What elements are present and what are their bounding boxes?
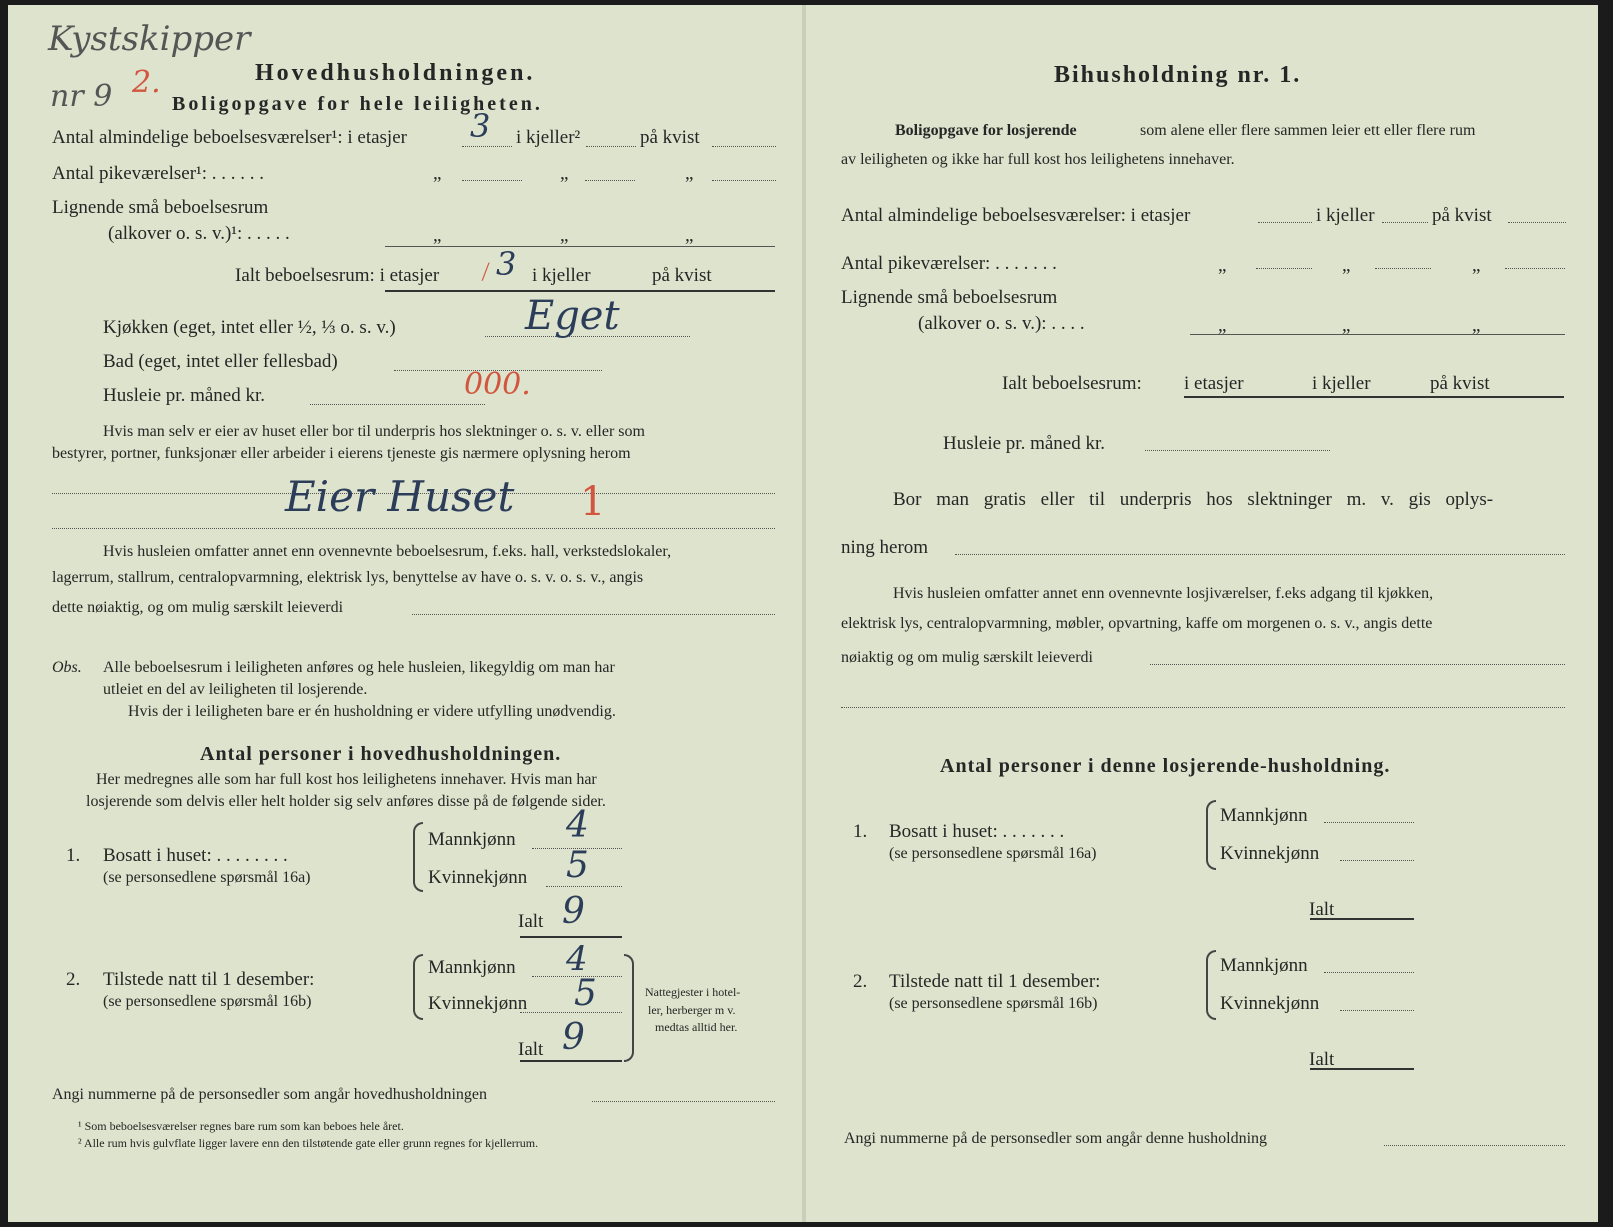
right-q1-ialt: Ialt xyxy=(1309,899,1335,920)
right-q1-brace xyxy=(1206,800,1216,870)
right-q2-mann: Mannkjønn xyxy=(1220,955,1308,976)
ditto-mark: „ xyxy=(685,163,694,184)
right-gratis-2: ning herom xyxy=(841,537,929,558)
extra-text-1: Hvis husleien omfatter annet enn ovennevnte beboelsesrum, f.eks. hall, verkstedslokaler, xyxy=(103,543,672,560)
right-alcoves-line xyxy=(1190,334,1565,335)
right-q1-kvinne-line xyxy=(1340,860,1414,861)
rooms-kvist-line xyxy=(712,146,776,147)
q2-mann-value: 4 xyxy=(566,939,588,979)
page-fold xyxy=(802,5,806,1222)
handwritten-household-number: 2. xyxy=(132,65,161,100)
right-gratis-1: Bor man gratis eller til underpris hos slektninger m. v. gis oplys- xyxy=(893,489,1494,510)
owner-line-2 xyxy=(52,528,775,529)
right-q2-ialt-line xyxy=(1310,1068,1414,1070)
q2-ialt-label: Ialt xyxy=(518,1039,544,1060)
right-q1-ialt-line xyxy=(1310,918,1414,920)
right-maid-line-2 xyxy=(1375,268,1431,269)
q1-label: Bosatt i huset: . . . . . . . . xyxy=(103,845,288,866)
rooms-kjeller-line xyxy=(586,146,636,147)
left-title: Hovedhusholdningen. xyxy=(255,60,536,86)
q2-ialt-value: 9 xyxy=(562,1017,585,1058)
q1-mann-value: 4 xyxy=(566,805,589,846)
right-rooms-kjeller: i kjeller xyxy=(1316,205,1375,226)
kitchen-value: Eget xyxy=(525,293,620,339)
right-rooms-etasjer-line xyxy=(1258,222,1312,223)
right-extra-3: nøiaktig og om mulig særskilt leieverdi xyxy=(841,649,1093,666)
right-q2-number: 2. xyxy=(853,971,868,992)
right-extra-line-1 xyxy=(1150,664,1565,665)
natt-note-3: medtas alltid her. xyxy=(655,1020,738,1034)
ditto-mark: „ xyxy=(1342,255,1351,276)
right-q1-subtext: (se personsedlene spørsmål 16a) xyxy=(889,845,1097,862)
handwritten-number: nr 9 xyxy=(50,79,113,114)
ditto-mark: „ xyxy=(1472,255,1481,276)
right-total-line xyxy=(1184,396,1564,398)
ditto-mark: „ xyxy=(1218,315,1227,336)
q1-kvinne-value: 5 xyxy=(566,845,589,886)
natt-note-1: Nattegjester i hotel- xyxy=(645,985,741,999)
right-total-kjeller: i kjeller xyxy=(1312,373,1371,394)
q1-kvinne-line xyxy=(546,886,622,887)
q1-subtext: (se personsedlene spørsmål 16a) xyxy=(103,869,311,886)
right-q2-ialt: Ialt xyxy=(1309,1049,1335,1070)
ditto-mark: „ xyxy=(1342,315,1351,336)
right-persons-title: Antal personer i denne losjerende-husholdning. xyxy=(940,755,1391,777)
owner-text-1: Hvis man selv er eier av huset eller bor til underpris hos slektninger o. s. v. eller som xyxy=(103,423,645,440)
left-angi-line xyxy=(592,1101,775,1102)
right-angi-text: Angi nummerne på de personsedler som angår denne husholdning xyxy=(844,1130,1268,1147)
natt-note-2: ler, herberger m v. xyxy=(648,1003,736,1017)
obs-text-1: Alle beboelsesrum i leiligheten anføres og hele husleien, likegyldig om man har xyxy=(103,659,615,676)
q1-kvinne-label: Kvinnekjønn xyxy=(428,867,528,888)
rent-value: 000. xyxy=(464,367,531,402)
alcoves-label: (alkover o. s. v.)¹: . . . . . xyxy=(108,223,290,244)
q1-ialt-label: Ialt xyxy=(518,911,544,932)
q2-kvinne-value: 5 xyxy=(574,973,597,1014)
left-subtitle: Boligopgave for hele leiligheten. xyxy=(172,93,543,115)
total-rooms-label: Ialt beboelsesrum: i etasjer xyxy=(235,265,440,286)
right-rent-label: Husleie pr. måned kr. xyxy=(943,433,1105,454)
right-title: Bihusholdning nr. 1. xyxy=(1054,62,1302,88)
footnote-2: ² Alle rum hvis gulvflate ligger lavere enn den tilstøtende gate eller grunn regnes for kjellerrum. xyxy=(78,1136,539,1150)
q1-ialt-line xyxy=(520,936,622,938)
right-gratis-line xyxy=(955,554,1565,555)
q2-subtext: (se personsedlene spørsmål 16b) xyxy=(103,993,312,1010)
extra-text-2: lagerrum, stallrum, centralopvarmning, elektrisk lys, benyttelse av have o. s. v. o. s. v., angis xyxy=(52,569,644,586)
footnote-1: ¹ Som beboelsesværelser regnes bare rum som kan beboes hele året. xyxy=(78,1119,404,1133)
right-total-etasjer: i etasjer xyxy=(1184,373,1244,394)
right-alcoves-label: (alkover o. s. v.): . . . . xyxy=(918,313,1085,334)
q2-kvinne-label: Kvinnekjønn xyxy=(428,993,528,1014)
owner-red-mark: 1 xyxy=(580,479,606,525)
obs-text-3: Hvis der i leiligheten bare er én husholdning er videre utfylling unødvendig. xyxy=(128,703,616,720)
rooms-kjeller-label: i kjeller² xyxy=(516,127,581,148)
right-q2-label: Tilstede natt til 1 desember: xyxy=(889,971,1101,992)
right-q1-number: 1. xyxy=(853,821,868,842)
total-rooms-value: 3 xyxy=(496,245,517,283)
right-rooms-label: Antal almindelige beboelsesværelser: i etasjer xyxy=(841,205,1191,226)
right-angi-line xyxy=(1384,1145,1565,1146)
total-kvist-label: på kvist xyxy=(652,265,712,286)
bath-label: Bad (eget, intet eller fellesbad) xyxy=(103,351,338,372)
right-q1-label: Bosatt i huset: . . . . . . . xyxy=(889,821,1065,842)
q2-kvinne-line xyxy=(520,1012,622,1013)
kitchen-label: Kjøkken (eget, intet eller ½, ⅓ o. s. v.) xyxy=(103,317,396,338)
alcoves-line xyxy=(385,246,775,247)
rooms-etasjer-line xyxy=(462,146,512,147)
maid-rooms-label: Antal pikeværelser¹: . . . . . . xyxy=(52,163,265,184)
extra-text-3: dette nøiaktig, og om mulig særskilt leieverdi xyxy=(52,599,344,616)
ditto-mark: „ xyxy=(1218,255,1227,276)
right-maid-line-1 xyxy=(1256,268,1312,269)
right-small-rooms-label: Lignende små beboelsesrum xyxy=(841,287,1058,308)
ditto-mark: „ xyxy=(433,163,442,184)
ditto-mark: „ xyxy=(433,225,442,246)
right-rooms-kvist-line xyxy=(1508,222,1566,223)
right-extra-2: elektrisk lys, centralopvarmning, møbler, opvartning, kaffe om morgenen o. s. v., angis dette xyxy=(841,615,1433,632)
persons-text-1: Her medregnes alle som har full kost hos leilighetens innehaver. Hvis man har xyxy=(96,771,597,788)
handwritten-occupation: Kystskipper xyxy=(48,19,251,59)
right-total-kvist: på kvist xyxy=(1430,373,1490,394)
q2-right-brace xyxy=(624,954,634,1062)
q2-ialt-line xyxy=(520,1060,622,1062)
maid-kjeller-line xyxy=(585,180,635,181)
extra-line xyxy=(412,614,775,615)
ditto-mark: „ xyxy=(685,225,694,246)
right-intro-2: av leiligheten og ikke har full kost hos leilighetens innehaver. xyxy=(841,151,1235,168)
right-q2-kvinne-line xyxy=(1340,1010,1414,1011)
left-angi-text: Angi nummerne på de personsedler som angår hovedhusholdningen xyxy=(52,1086,488,1103)
rooms-label: Antal almindelige beboelsesværelser¹: i etasjer xyxy=(52,127,407,148)
q1-mann-label: Mannkjønn xyxy=(428,829,516,850)
q2-label: Tilstede natt til 1 desember: xyxy=(103,969,315,990)
right-rent-line xyxy=(1145,450,1330,451)
right-rooms-kjeller-line xyxy=(1382,222,1428,223)
right-q1-mann-line xyxy=(1324,822,1414,823)
rooms-kvist-label: på kvist xyxy=(640,127,700,148)
right-extra-1: Hvis husleien omfatter annet enn ovennevnte losjiværelser, f.eks adgang til kjøkken, xyxy=(893,585,1434,602)
right-q1-mann: Mannkjønn xyxy=(1220,805,1308,826)
right-maid-label: Antal pikeværelser: . . . . . . . xyxy=(841,253,1057,274)
right-maid-line-3 xyxy=(1505,268,1565,269)
q1-number: 1. xyxy=(66,845,81,866)
ditto-mark: „ xyxy=(560,163,569,184)
right-intro-1: som alene eller flere sammen leier ett eller flere rum xyxy=(1140,122,1476,139)
total-rooms-line xyxy=(385,290,775,292)
q1-ialt-value: 9 xyxy=(562,891,585,932)
persons-title: Antal personer i hovedhusholdningen. xyxy=(200,743,562,765)
ditto-mark: „ xyxy=(560,225,569,246)
owner-value: Eier Huset xyxy=(285,472,515,521)
q2-mann-label: Mannkjønn xyxy=(428,957,516,978)
right-q2-kvinne: Kvinnekjønn xyxy=(1220,993,1320,1014)
rooms-etasjer-value: 3 xyxy=(470,107,491,145)
right-q1-kvinne: Kvinnekjønn xyxy=(1220,843,1320,864)
right-total-label: Ialt beboelsesrum: xyxy=(1002,373,1142,394)
rent-line xyxy=(310,404,485,405)
owner-text-2: bestyrer, portner, funksjonær eller arbeider i eierens tjeneste gis nærmere oplysning herom xyxy=(52,445,631,462)
q2-brace xyxy=(413,954,423,1020)
maid-etasjer-line xyxy=(462,180,522,181)
right-intro-bold: Boligopgave for losjerende xyxy=(895,122,1077,139)
persons-text-2: losjerende som delvis eller helt holder sig selv anføres disse på de følgende sider. xyxy=(86,793,606,810)
ditto-mark: „ xyxy=(1472,315,1481,336)
q2-number: 2. xyxy=(66,969,81,990)
obs-label: Obs. xyxy=(52,659,82,676)
rent-label: Husleie pr. måned kr. xyxy=(103,385,265,406)
small-rooms-label: Lignende små beboelsesrum xyxy=(52,197,269,218)
total-kjeller-label: i kjeller xyxy=(532,265,591,286)
right-extra-line-2 xyxy=(841,707,1565,708)
right-rooms-kvist: på kvist xyxy=(1432,205,1492,226)
right-q2-brace xyxy=(1206,950,1216,1020)
obs-text-2: utleiet en del av leiligheten til losjerende. xyxy=(103,681,368,698)
red-stroke-mark: ⁄ xyxy=(480,260,491,284)
right-q2-subtext: (se personsedlene spørsmål 16b) xyxy=(889,995,1098,1012)
right-q2-mann-line xyxy=(1324,972,1414,973)
maid-kvist-line xyxy=(712,180,776,181)
q1-brace xyxy=(413,822,423,892)
